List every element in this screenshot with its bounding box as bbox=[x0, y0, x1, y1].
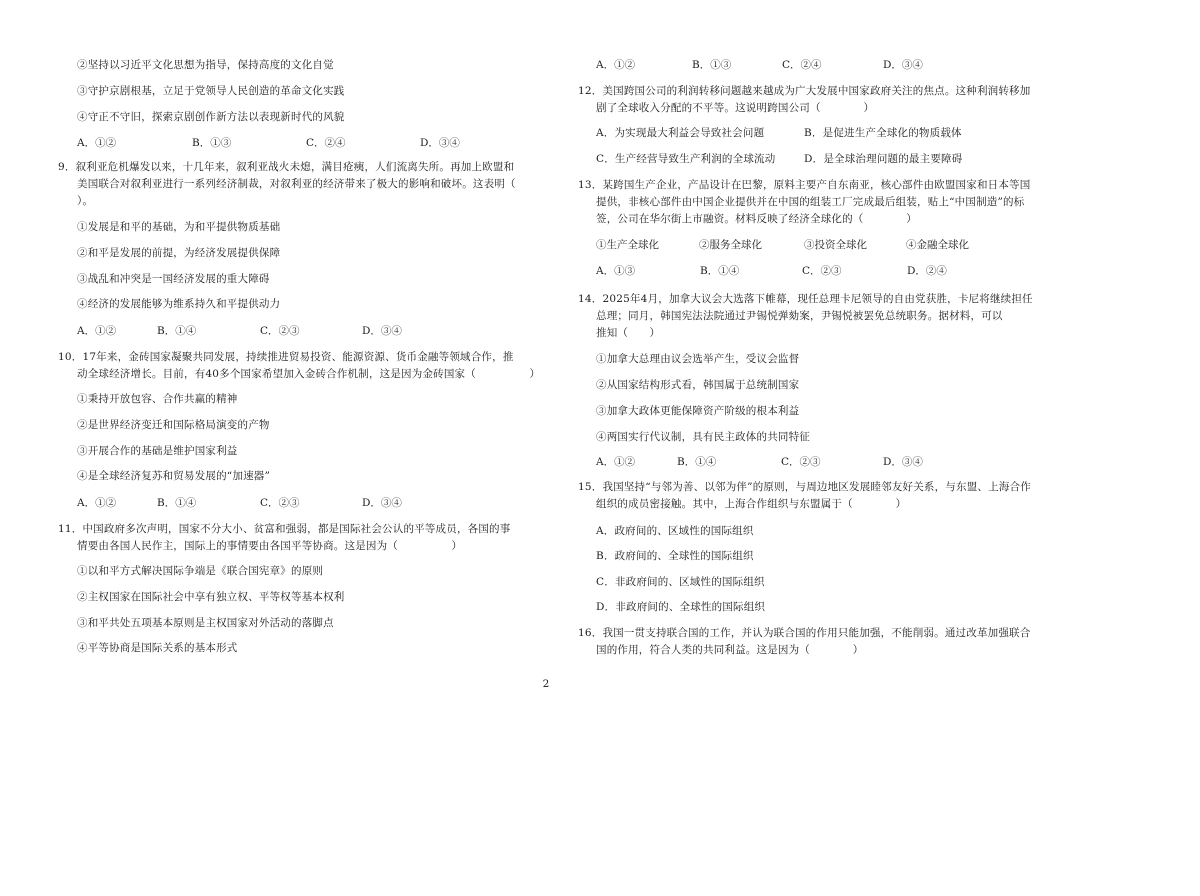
q16-stem-line-2: 国的作用，符合人类的共同利益。这是因为（ ） bbox=[596, 644, 864, 656]
q11-statement-2: ②主权国家在国际社会中享有独立权、平等权等基本权利 bbox=[77, 591, 345, 603]
q11-option-c: C．②④ bbox=[782, 59, 822, 71]
q8-statement-4: ④守正不守旧，探索京剧创作新方法以表现新时代的风貌 bbox=[77, 111, 345, 123]
q12-option-c: C．生产经营导致生产利润的全球流动 bbox=[596, 153, 776, 165]
q12-option-a: A．为实现最大利益会导致社会问题 bbox=[596, 127, 765, 139]
q9-option-d: D．③④ bbox=[362, 325, 402, 337]
q16-stem-line-1: 16．我国一贯支持联合国的工作，并认为联合国的作用只能加强，不能削弱。通过改革加强联合 bbox=[578, 627, 1031, 639]
q15-option-d: D．非政府间的、全球性的国际组织 bbox=[596, 601, 766, 613]
q13-option-d: D．②④ bbox=[907, 265, 947, 277]
q9-option-c: C．②③ bbox=[260, 325, 300, 337]
page-number: 2 bbox=[542, 678, 550, 690]
q9-stem-line-1: 9．叙利亚危机爆发以来，十几年来，叙利亚战火未熄，满目疮痍，人们流离失所。再加上欧盟和 bbox=[58, 161, 515, 173]
q13-stem-line-1: 13．某跨国生产企业，产品设计在巴黎，原料主要产自东南亚，核心部件由欧盟国家和日本等国 bbox=[578, 179, 1031, 191]
q13-stem-line-3: 签，公司在华尔街上市融资。材料反映了经济全球化的（ ） bbox=[596, 213, 917, 225]
q11-stem-line-1: 11．中国政府多次声明，国家不分大小、贫富和强弱，都是国际社会公认的平等成员，各国的事 bbox=[58, 523, 511, 535]
q13-option-b: B．①④ bbox=[700, 265, 740, 277]
q10-statement-3: ③开展合作的基础是维护国家利益 bbox=[77, 445, 238, 457]
q14-option-c: C．②③ bbox=[781, 456, 821, 468]
q13-statement-3: ③投资全球化 bbox=[804, 239, 867, 251]
q14-option-a: A．①② bbox=[596, 456, 636, 468]
q13-statement-1: ①生产全球化 bbox=[596, 239, 659, 251]
q15-stem-line-1: 15．我国坚持“与邻为善、以邻为伴”的原则，与周边地区发展睦邻友好关系，与东盟、上海合作 bbox=[578, 481, 1031, 493]
q10-option-a: A．①② bbox=[77, 497, 117, 509]
q8-option-b: B．①③ bbox=[192, 137, 232, 149]
q8-option-c: C．②④ bbox=[306, 137, 346, 149]
q14-stem-line-1: 14．2025年4月，加拿大议会大选落下帷幕，现任总理卡尼领导的自由党获胜，卡尼将继续担任 bbox=[578, 293, 1033, 305]
q10-option-d: D．③④ bbox=[362, 497, 402, 509]
q10-option-c: C．②③ bbox=[260, 497, 300, 509]
q10-stem-line-1: 10．17年来，金砖国家凝聚共同发展，持续推进贸易投资、能源资源、货币金融等领域合作，推 bbox=[58, 351, 514, 363]
q14-stem-line-3: 推知（ ） bbox=[596, 327, 661, 339]
q12-option-b: B．是促进生产全球化的物质载体 bbox=[804, 127, 962, 139]
q11-statement-3: ③和平共处五项基本原则是主权国家对外活动的落脚点 bbox=[77, 617, 334, 629]
q11-option-b: B．①③ bbox=[692, 59, 732, 71]
q15-option-b: B．政府间的、全球性的国际组织 bbox=[596, 550, 754, 562]
q10-statement-4: ④是全球经济复苏和贸易发展的“加速器” bbox=[77, 470, 271, 482]
q12-option-d: D．是全球治理问题的最主要障碍 bbox=[804, 153, 963, 165]
q11-statement-1: ①以和平方式解决国际争端是《联合国宪章》的原则 bbox=[77, 565, 324, 577]
q14-option-b: B．①④ bbox=[677, 456, 717, 468]
q8-option-a: A．①② bbox=[77, 137, 117, 149]
q8-statement-2: ②坚持以习近平文化思想为指导，保持高度的文化自觉 bbox=[77, 59, 334, 71]
q15-option-a: A．政府间的、区域性的国际组织 bbox=[596, 525, 754, 537]
q15-stem-line-2: 组织的成员密接触。其中，上海合作组织与东盟属于（ ） bbox=[596, 498, 907, 510]
q14-statement-3: ③加拿大政体更能保障资产阶级的根本利益 bbox=[596, 405, 800, 417]
q9-statement-4: ④经济的发展能够为维系持久和平提供动力 bbox=[77, 298, 281, 310]
q14-statement-2: ②从国家结构形式看，韩国属于总统制国家 bbox=[596, 379, 800, 391]
q10-statement-2: ②是世界经济变迁和国际格局演变的产物 bbox=[77, 419, 270, 431]
q15-option-c: C．非政府间的、区域性的国际组织 bbox=[596, 576, 765, 588]
q11-option-d: D．③④ bbox=[883, 59, 923, 71]
q14-statement-1: ①加拿大总理由议会选举产生，受议会监督 bbox=[596, 353, 800, 365]
q14-statement-4: ④两国实行代议制，具有民主政体的共同特征 bbox=[596, 431, 810, 443]
q9-stem-line-2: 美国联合对叙利亚进行一系列经济制裁，对叙利亚的经济带来了极大的影响和破坏。这表明（ bbox=[77, 178, 516, 190]
q13-option-c: C．②③ bbox=[802, 265, 842, 277]
q8-statement-3: ③守护京剧根基，立足于党领导人民创造的革命文化实践 bbox=[77, 85, 345, 97]
q13-stem-line-2: 提供，非核心部件由中国企业提供并在中国的组装工厂完成最后组装，贴上“中国制造”的标 bbox=[596, 196, 1025, 208]
q9-statement-1: ①发展是和平的基础，为和平提供物质基础 bbox=[77, 221, 281, 233]
q11-option-a: A．①② bbox=[596, 59, 636, 71]
q13-statement-4: ④金融全球化 bbox=[906, 239, 969, 251]
q8-option-d: D．③④ bbox=[420, 137, 460, 149]
q9-option-b: B．①④ bbox=[157, 325, 197, 337]
q12-stem-line-1: 12．美国跨国公司的利润转移问题越来越成为广大发展中国家政府关注的焦点。这种利润转移加 bbox=[578, 85, 1031, 97]
q12-stem-line-2: 剧了全球收入分配的不平等。这说明跨国公司（ ） bbox=[596, 102, 875, 114]
q11-stem-line-2: 情要由各国人民作主，国际上的事情要由各国平等协商。这是因为（ ） bbox=[77, 540, 463, 552]
q10-statement-1: ①秉持开放包容、合作共赢的精神 bbox=[77, 393, 238, 405]
q10-stem-line-2: 动全球经济增长。目前，有40多个国家希望加入金砖合作机制，这是因为金砖国家（ ） bbox=[77, 368, 541, 380]
q9-statement-3: ③战乱和冲突是一国经济发展的重大障碍 bbox=[77, 273, 270, 285]
q10-option-b: B．①④ bbox=[157, 497, 197, 509]
q9-statement-2: ②和平是发展的前提，为经济发展提供保障 bbox=[77, 247, 281, 259]
q9-stem-line-3: ）。 bbox=[77, 195, 94, 207]
q13-statement-2: ②服务全球化 bbox=[699, 239, 762, 251]
q14-option-d: D．③④ bbox=[883, 456, 923, 468]
q13-option-a: A．①③ bbox=[596, 265, 636, 277]
q11-statement-4: ④平等协商是国际关系的基本形式 bbox=[77, 642, 238, 654]
q14-stem-line-2: 总理；同月，韩国宪法法院通过尹锡悦弹劾案，尹锡悦被罢免总统职务。据材料，可以 bbox=[596, 310, 1003, 322]
q9-option-a: A．①② bbox=[77, 325, 117, 337]
